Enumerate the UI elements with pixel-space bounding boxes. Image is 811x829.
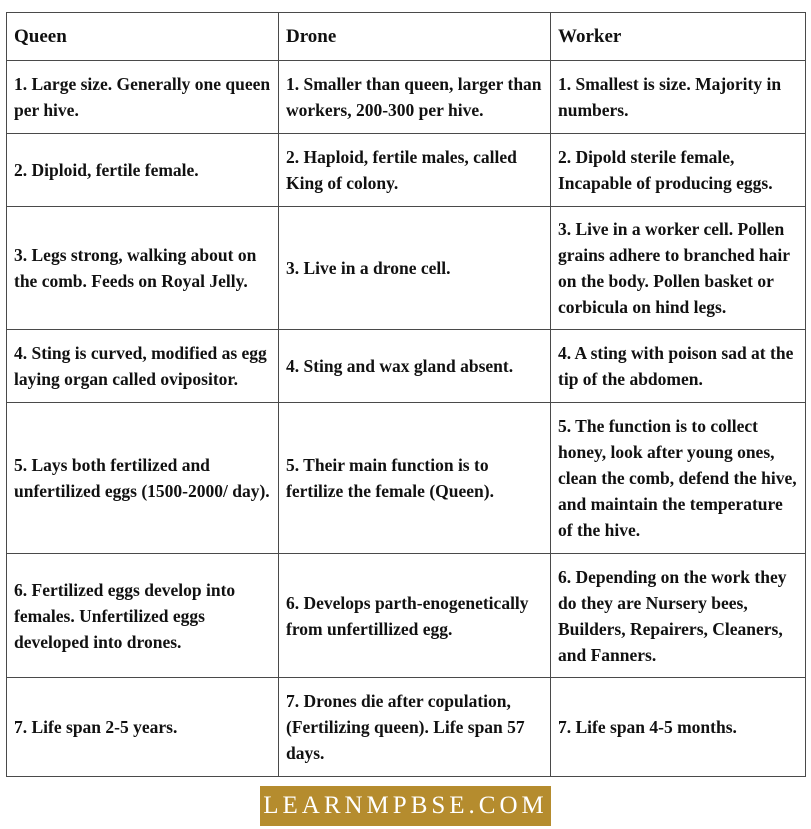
drone-cell: 5. Their main function is to fertilize the female (Queen). bbox=[279, 403, 551, 554]
drone-cell: 7. Drones die after copulation, (Fertilizing queen). Life span 57 days. bbox=[279, 678, 551, 777]
queen-cell: 1. Large size. Generally one queen per hive. bbox=[7, 61, 279, 134]
queen-cell: 4. Sting is curved, modified as egg laying organ called ovipositor. bbox=[7, 330, 279, 403]
comparison-table bbox=[6, 12, 806, 777]
brand-watermark: LEARNMPBSE.COM bbox=[260, 786, 551, 826]
queen-cell: 7. Life span 2-5 years. bbox=[7, 678, 279, 777]
header-row bbox=[7, 13, 806, 61]
worker-cell: 4. A sting with poison sad at the tip of the abdomen. bbox=[551, 330, 806, 403]
queen-cell: 5. Lays both fertilized and unfertilized eggs (1500-2000/ day). bbox=[7, 403, 279, 554]
table-row bbox=[7, 134, 806, 207]
table-row bbox=[7, 554, 806, 678]
queen-cell: 6. Fertilized eggs develop into females. Unfertilized eggs developed into drones. bbox=[7, 554, 279, 678]
worker-cell: 3. Live in a worker cell. Pollen grains adhere to branched hair on the body. Pollen basket or corbicula on hind legs. bbox=[551, 207, 806, 330]
worker-cell: 6. Depending on the work they do they are Nursery bees, Builders, Repairers, Cleaners, and Fanners. bbox=[551, 554, 806, 678]
header-queen: Queen bbox=[7, 13, 279, 61]
table-row bbox=[7, 678, 806, 777]
queen-cell: 2. Diploid, fertile female. bbox=[7, 134, 279, 207]
worker-cell: 1. Smallest is size. Majority in numbers. bbox=[551, 61, 806, 134]
worker-cell: 5. The function is to collect honey, look after young ones, clean the comb, defend the hive, and maintain the temperature of the hive. bbox=[551, 403, 806, 554]
header-drone: Drone bbox=[279, 13, 551, 61]
table-row bbox=[7, 403, 806, 554]
table-row bbox=[7, 330, 806, 403]
drone-cell: 3. Live in a drone cell. bbox=[279, 207, 551, 330]
header-worker: Worker bbox=[551, 13, 806, 61]
drone-cell: 4. Sting and wax gland absent. bbox=[279, 330, 551, 403]
drone-cell: 1. Smaller than queen, larger than workers, 200-300 per hive. bbox=[279, 61, 551, 134]
table-row bbox=[7, 61, 806, 134]
drone-cell: 6. Develops parth-enogenetically from unfertillized egg. bbox=[279, 554, 551, 678]
table-row bbox=[7, 207, 806, 330]
drone-cell: 2. Haploid, fertile males, called King of colony. bbox=[279, 134, 551, 207]
queen-cell: 3. Legs strong, walking about on the comb. Feeds on Royal Jelly. bbox=[7, 207, 279, 330]
worker-cell: 2. Dipold sterile female, Incapable of producing eggs. bbox=[551, 134, 806, 207]
worker-cell: 7. Life span 4-5 months. bbox=[551, 678, 806, 777]
